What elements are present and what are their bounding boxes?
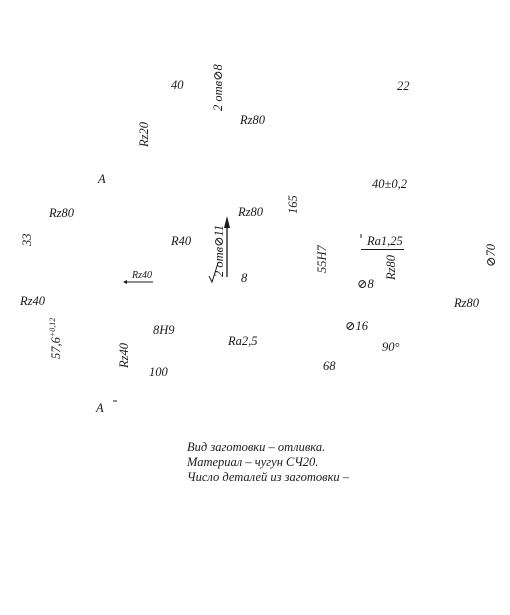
note-blank-type: Вид заготовки – отливка.: [187, 440, 326, 454]
dimension-22: 22: [397, 79, 410, 93]
roughness-rz80-top: Rz80: [240, 113, 265, 127]
rz40-flag-arrowhead: [123, 280, 127, 284]
radius-r40: R40: [171, 234, 192, 248]
note-parts-count: Число деталей из заготовки –: [187, 470, 350, 484]
dimension-40: 40: [171, 78, 184, 92]
roughness-ra25: Ra2,5: [228, 334, 258, 348]
roughness-rz80-vertical: Rz80: [384, 255, 398, 280]
section-label-a-bottom: А: [96, 401, 104, 415]
dimension-57-6-value: 57,6: [49, 337, 64, 359]
holes-2x8: 2 отв⊘8: [211, 64, 225, 111]
roughness-ra125: Ra1,25: [361, 235, 404, 250]
roughness-rz40-flag: Rz40: [132, 270, 152, 281]
roughness-rz20: Rz20: [137, 122, 151, 147]
roughness-rz40-vertical: Rz40: [117, 343, 131, 368]
roughness-rz80-left: Rz80: [49, 206, 74, 220]
section-label-a-top: А: [98, 172, 106, 186]
dimension-8: 8: [241, 271, 248, 285]
roughness-rz40-left: Rz40: [20, 294, 45, 308]
angle-90: 90°: [382, 340, 400, 354]
diameter-8: ⊘8: [357, 277, 374, 291]
dimension-165: 165: [286, 195, 300, 214]
fit-8h9: 8H9: [153, 323, 175, 337]
dimension-40-tolerance: 40±0,2: [372, 177, 407, 191]
roughness-rz80-mid: Rz80: [238, 205, 263, 219]
dimension-33: 33: [20, 233, 34, 246]
dimension-100: 100: [149, 365, 168, 379]
roughness-rz80-right: Rz80: [454, 296, 479, 310]
holes-2x11: 2 отв⊘11: [212, 224, 226, 277]
note-material: Материал – чугун СЧ20.: [187, 455, 319, 469]
dimension-68: 68: [323, 359, 336, 373]
fit-55h7: 55H7: [315, 245, 329, 273]
diameter-16: ⊘16: [345, 319, 368, 333]
dimension-57-6-tolerance: +0,12: [48, 317, 57, 338]
diameter-70: ⊘70: [484, 244, 498, 267]
dimension-57-6: [49, 318, 63, 359]
